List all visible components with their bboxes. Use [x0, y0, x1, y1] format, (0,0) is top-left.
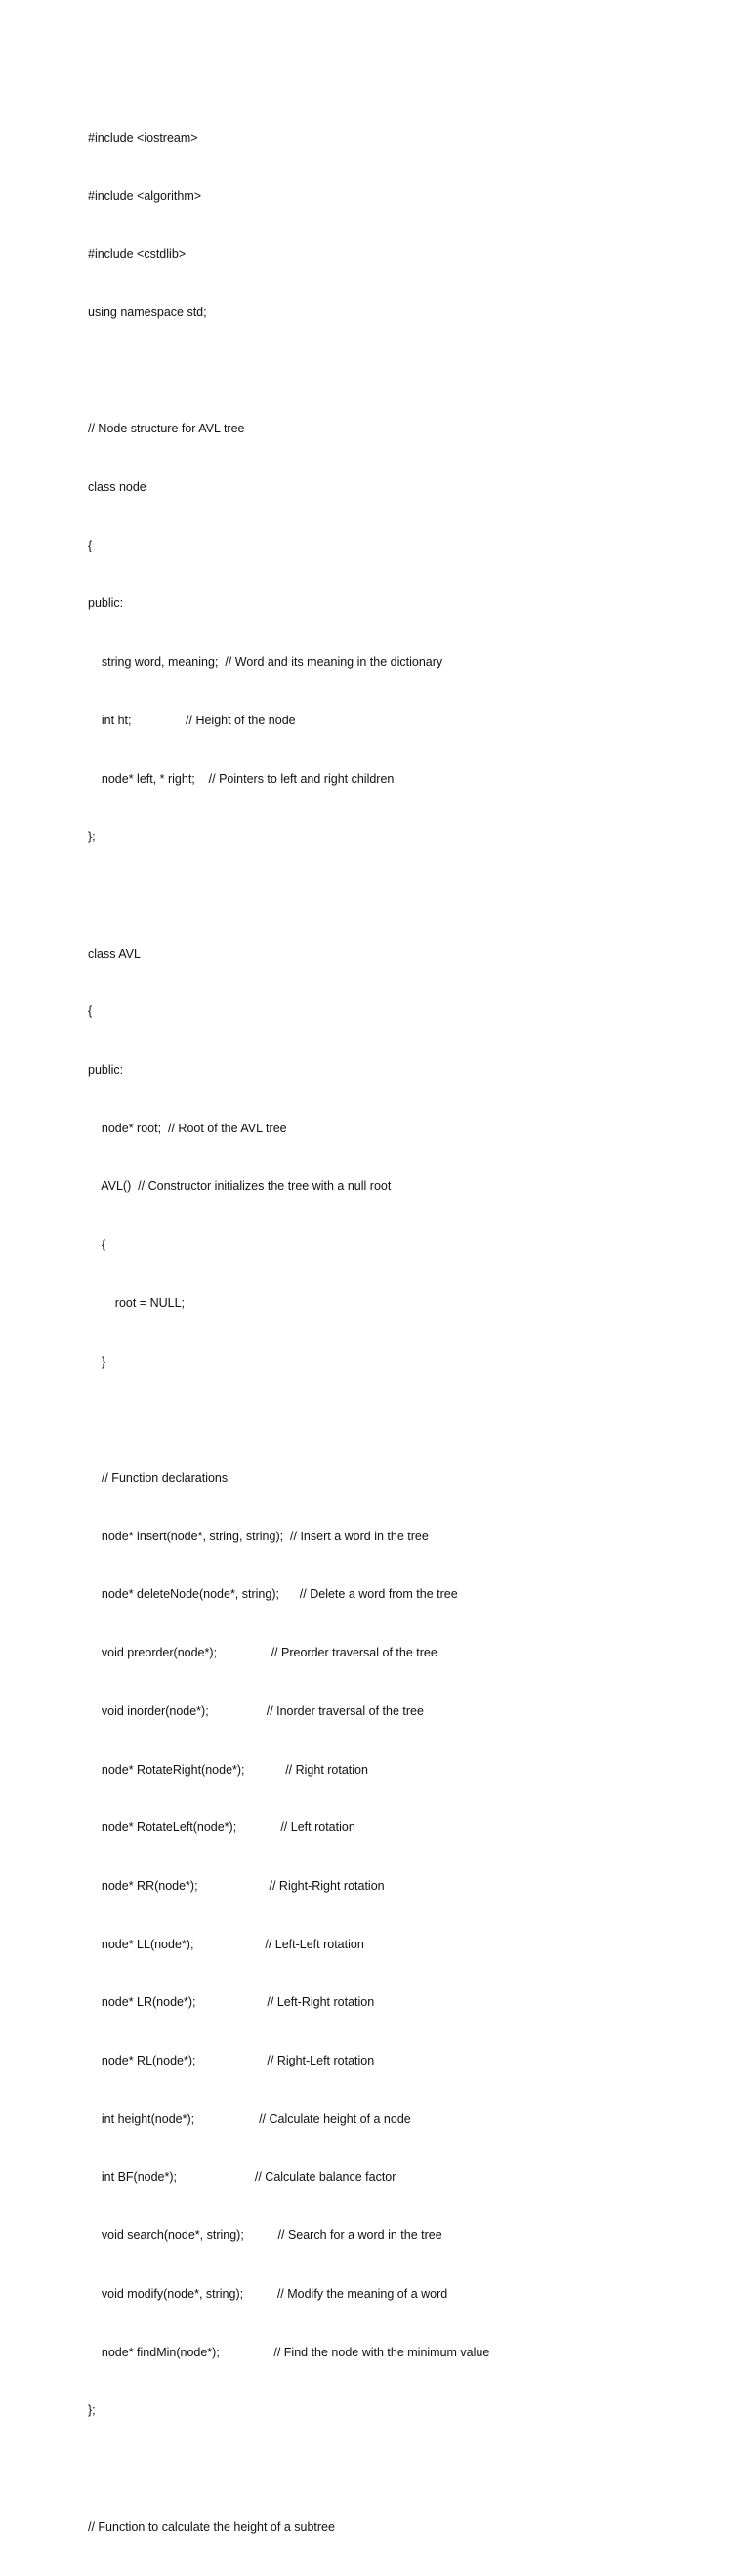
- code-line: void search(node*, string); // Search for a word in the tree: [88, 2228, 442, 2243]
- code-line: node* deleteNode(node*, string); // Delete a word from the tree: [88, 1587, 458, 1602]
- code-line: int ht; // Height of the node: [88, 713, 296, 727]
- code-line: node* RR(node*); // Right-Right rotation: [88, 1878, 385, 1893]
- code-line: // Function declarations: [88, 1470, 229, 1485]
- code-line: node* RotateRight(node*); // Right rotation: [88, 1762, 368, 1777]
- code-line: void inorder(node*); // Inorder traversal of the tree: [88, 1703, 424, 1718]
- code-line: }: [88, 1354, 106, 1369]
- code-line: {: [88, 538, 93, 552]
- code-line: public:: [88, 596, 124, 611]
- code-line: node* LR(node*); // Left-Right rotation: [88, 1995, 375, 2010]
- code-line: node* root; // Root of the AVL tree: [88, 1121, 287, 1135]
- code-line: class AVL: [88, 946, 141, 961]
- code-line: [88, 1411, 489, 1430]
- code-line: node* findMin(node*); // Find the node with the minimum value: [88, 2345, 490, 2359]
- code-line: // Node structure for AVL tree: [88, 422, 245, 436]
- code-line: public:: [88, 1063, 124, 1078]
- code-line: };: [88, 2403, 96, 2418]
- code-line: int height(node*); // Calculate height of a node: [88, 2111, 411, 2126]
- code-line: void modify(node*, string); // Modify the meaning of a word: [88, 2286, 448, 2301]
- code-line: node* LL(node*); // Left-Left rotation: [88, 1937, 364, 1951]
- code-line: root = NULL;: [88, 1295, 185, 1310]
- code-line: node* RotateLeft(node*); // Left rotation: [88, 1820, 355, 1835]
- code-line: using namespace std;: [88, 305, 207, 319]
- code-line: node* left, * right; // Pointers to left and right children: [88, 771, 395, 786]
- code-line: class node: [88, 480, 146, 495]
- code-line: int BF(node*); // Calculate balance factor: [88, 2170, 396, 2185]
- code-text-block: [88, 90, 489, 2576]
- code-line: // Function to calculate the height of a subtree: [88, 2519, 335, 2534]
- code-line: [88, 2460, 489, 2479]
- code-line: [88, 362, 489, 382]
- code-line: #include <cstdlib>: [88, 247, 187, 262]
- code-line: #include <algorithm>: [88, 188, 202, 203]
- code-line: void preorder(node*); // Preorder traversal of the tree: [88, 1646, 438, 1660]
- code-line: string word, meaning; // Word and its meaning in the dictionary: [88, 655, 443, 670]
- code-line: {: [88, 1004, 93, 1019]
- code-line: [88, 886, 489, 906]
- code-line: };: [88, 830, 96, 844]
- code-line: node* RL(node*); // Right-Left rotation: [88, 2054, 375, 2068]
- code-line: node* insert(node*, string, string); // Insert a word in the tree: [88, 1529, 429, 1543]
- code-line: AVL() // Constructor initializes the tree with a null root: [88, 1179, 392, 1194]
- code-line: #include <iostream>: [88, 130, 198, 144]
- code-line: {: [88, 1238, 106, 1252]
